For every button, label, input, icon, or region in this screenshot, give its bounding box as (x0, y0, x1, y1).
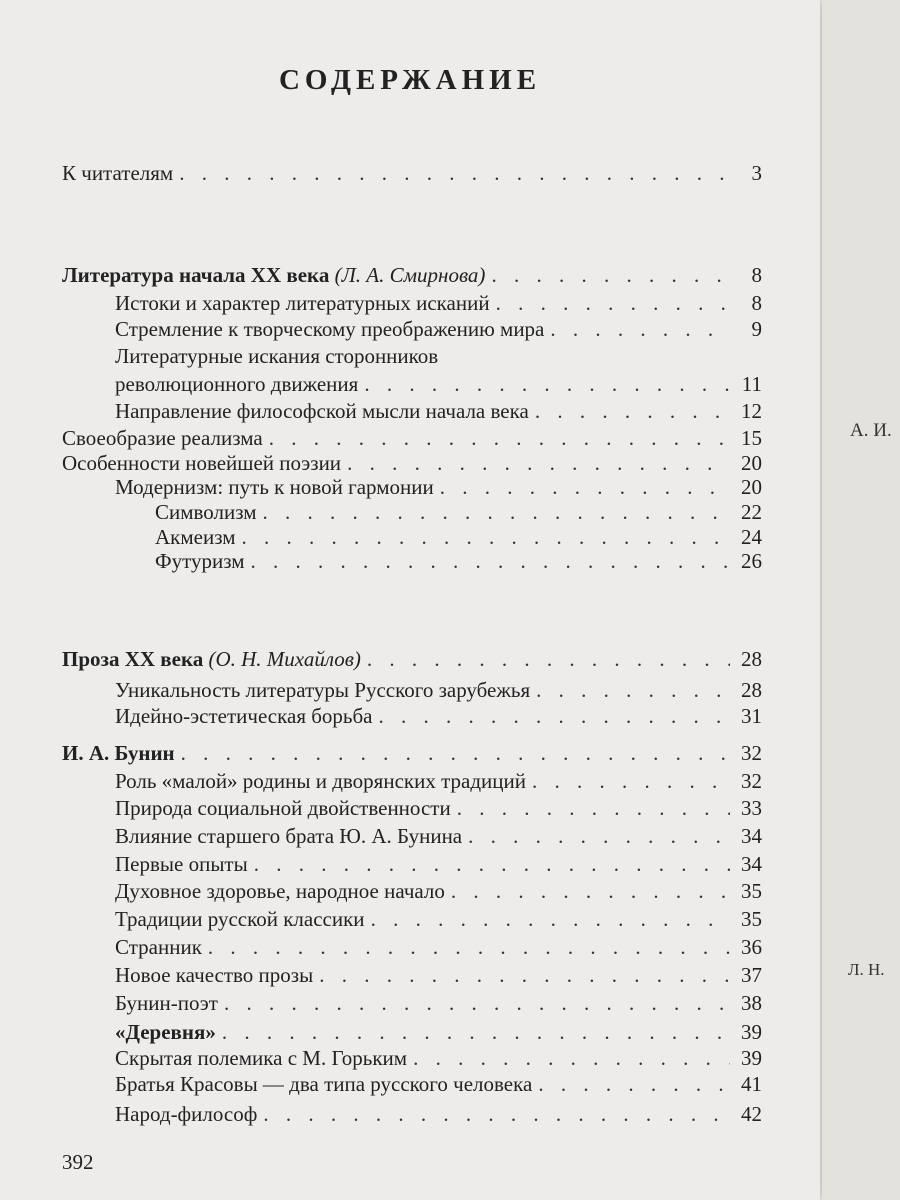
toc-entry-page: 31 (741, 704, 762, 728)
toc-entry[interactable] (62, 160, 762, 186)
toc-entry-page: 15 (741, 426, 762, 450)
toc-entry[interactable] (115, 1019, 762, 1045)
page-title: СОДЕРЖАНИЕ (278, 64, 542, 96)
leader-dots (532, 768, 730, 794)
leader-dots (251, 548, 730, 574)
toc-entry[interactable] (115, 934, 762, 960)
toc-entry-label: Направление философской мысли начала века (115, 399, 529, 423)
toc-entry-page: 28 (741, 678, 762, 702)
toc-entry-label: «Деревня» (115, 1020, 216, 1044)
toc-entry-page: 28 (741, 647, 762, 671)
toc-entry-label: Футуризм (155, 549, 245, 573)
toc-entry[interactable] (115, 703, 762, 729)
leader-dots (254, 851, 730, 877)
toc-entry-label: Скрытая полемика с М. Горьким (115, 1046, 408, 1070)
toc-section-heading[interactable] (62, 646, 762, 672)
toc-entry[interactable] (115, 878, 762, 904)
leader-dots (413, 1045, 730, 1071)
toc-entry-page: 12 (741, 399, 762, 423)
toc-entry[interactable] (155, 548, 762, 574)
leader-dots (367, 646, 730, 672)
toc-entry[interactable] (62, 450, 762, 476)
toc-entry-page: 41 (741, 1072, 762, 1096)
toc-entry-label: Народ-философ (115, 1102, 258, 1126)
toc-entry-label: Первые опыты (115, 852, 248, 876)
toc-entry-page: 22 (741, 500, 762, 524)
toc-entry-line1: Литературные искания сторонников (115, 344, 439, 368)
toc-entry-page: 32 (741, 769, 762, 793)
toc-entry-label: Акмеизм (155, 525, 236, 549)
toc-entry[interactable] (115, 990, 762, 1016)
toc-entry[interactable] (115, 474, 762, 500)
toc-entry-label: Бунин-поэт (115, 991, 218, 1015)
toc-entry-label: Братья Красовы — два типа русского человека (115, 1072, 533, 1096)
toc-entry-label: Традиции русской классики (115, 907, 365, 931)
toc-entry-page: 39 (741, 1046, 762, 1070)
leader-dots (242, 524, 730, 550)
toc-entry-page: 3 (751, 161, 762, 185)
toc-section-label: И. А. Бунин (62, 741, 175, 765)
toc-entry-label: К читателям (62, 161, 174, 185)
toc-entry[interactable] (115, 1071, 762, 1097)
toc-entry-page: 9 (751, 317, 762, 341)
toc-entry-page: 34 (741, 852, 762, 876)
toc-entry-page: 20 (741, 451, 762, 475)
toc-entry[interactable] (115, 962, 762, 988)
leader-dots (179, 160, 730, 186)
toc-entry-page: 38 (741, 991, 762, 1015)
leader-dots (491, 262, 730, 288)
toc-entry-page: 42 (741, 1102, 762, 1126)
toc-entry-label: Своеобразие реализма (62, 426, 263, 450)
toc-entry-label: Роль «малой» родины и дворянских традиций (115, 769, 526, 793)
toc-entry-page: 24 (741, 525, 762, 549)
toc-entry-page: 33 (741, 796, 762, 820)
toc-entry-label: Влияние старшего брата Ю. А. Бунина (115, 824, 463, 848)
leader-dots (222, 1019, 730, 1045)
leader-dots (371, 906, 730, 932)
toc-entry[interactable] (115, 1101, 762, 1127)
leader-dots (440, 474, 730, 500)
leader-dots (263, 1101, 730, 1127)
toc-entry-page: 26 (741, 549, 762, 573)
leader-dots (538, 1071, 730, 1097)
toc-entry-label: Истоки и характер литературных исканий (115, 291, 490, 315)
toc-entry-page: 37 (741, 963, 762, 987)
toc-entry-page: 32 (741, 741, 762, 765)
toc-entry-label: Духовное здоровье, народное начало (115, 879, 445, 903)
toc-entry-label: Модернизм: путь к новой гармонии (115, 475, 434, 499)
leader-dots (208, 934, 730, 960)
leader-dots (536, 677, 730, 703)
leader-dots (269, 425, 730, 451)
toc-entry-label: Новое качество прозы (115, 963, 314, 987)
toc-entry-label: Стремление к творческому преображению мира (115, 317, 545, 341)
leader-dots (535, 398, 730, 424)
toc-entry-page: 39 (741, 1020, 762, 1044)
leader-dots (550, 316, 730, 342)
leader-dots (457, 795, 730, 821)
toc-entry-page: 8 (751, 291, 762, 315)
toc-entry[interactable] (115, 371, 762, 397)
toc-entry[interactable] (115, 851, 762, 877)
leader-dots (263, 499, 730, 525)
toc-entry-page: 35 (741, 879, 762, 903)
leader-dots (181, 740, 730, 766)
toc-entry-page: 34 (741, 824, 762, 848)
toc-entry-label: Идейно-эстетическая борьба (115, 704, 373, 728)
toc-entry-page: 36 (741, 935, 762, 959)
right-page-heading: Л. Н. (848, 960, 885, 979)
leader-dots (451, 878, 730, 904)
toc-entry-label: Особенности новейшей поэзии (62, 451, 342, 475)
toc-entry-page: 11 (741, 372, 762, 396)
toc-section-heading[interactable] (62, 740, 762, 766)
toc-entry[interactable] (155, 499, 762, 525)
toc-entry[interactable] (115, 677, 762, 703)
leader-dots (319, 962, 730, 988)
right-page (822, 0, 900, 1200)
toc-entry-page: 8 (751, 263, 762, 287)
page-number: 392 (62, 1150, 94, 1174)
toc-entry[interactable] (115, 398, 762, 424)
leader-dots (364, 371, 730, 397)
leader-dots (347, 450, 730, 476)
toc-section-label: Литература начала XX века (Л. А. Смирнова) (62, 263, 486, 287)
toc-entry-label: Природа социальной двойственности (115, 796, 451, 820)
toc-section-label: Проза XX века (О. Н. Михайлов) (62, 647, 361, 671)
toc-entry-page: 35 (741, 907, 762, 931)
toc-entry[interactable] (115, 1045, 762, 1071)
toc-entry-label: Странник (115, 935, 202, 959)
toc-entry-label: Символизм (155, 500, 257, 524)
leader-dots (224, 990, 730, 1016)
toc-entry-page: 20 (741, 475, 762, 499)
toc-entry[interactable] (115, 823, 762, 849)
toc-entry[interactable] (115, 290, 762, 316)
leader-dots (468, 823, 730, 849)
right-page-heading: А. И. (850, 420, 892, 441)
toc-entry-label: революционного движения (115, 372, 359, 396)
toc-entry[interactable] (115, 316, 762, 342)
toc-entry[interactable] (115, 795, 762, 821)
toc-entry[interactable] (62, 425, 762, 451)
leader-dots (496, 290, 730, 316)
toc-entry-label: Уникальность литературы Русского зарубежья (115, 678, 531, 702)
leader-dots (379, 703, 731, 729)
toc-section-author: (О. Н. Михайлов) (208, 647, 361, 671)
toc-entry[interactable] (115, 768, 762, 794)
toc-entry[interactable] (115, 906, 762, 932)
toc-section-heading[interactable] (62, 262, 762, 288)
toc-entry[interactable] (155, 524, 762, 550)
toc-section-author: (Л. А. Смирнова) (334, 263, 486, 287)
